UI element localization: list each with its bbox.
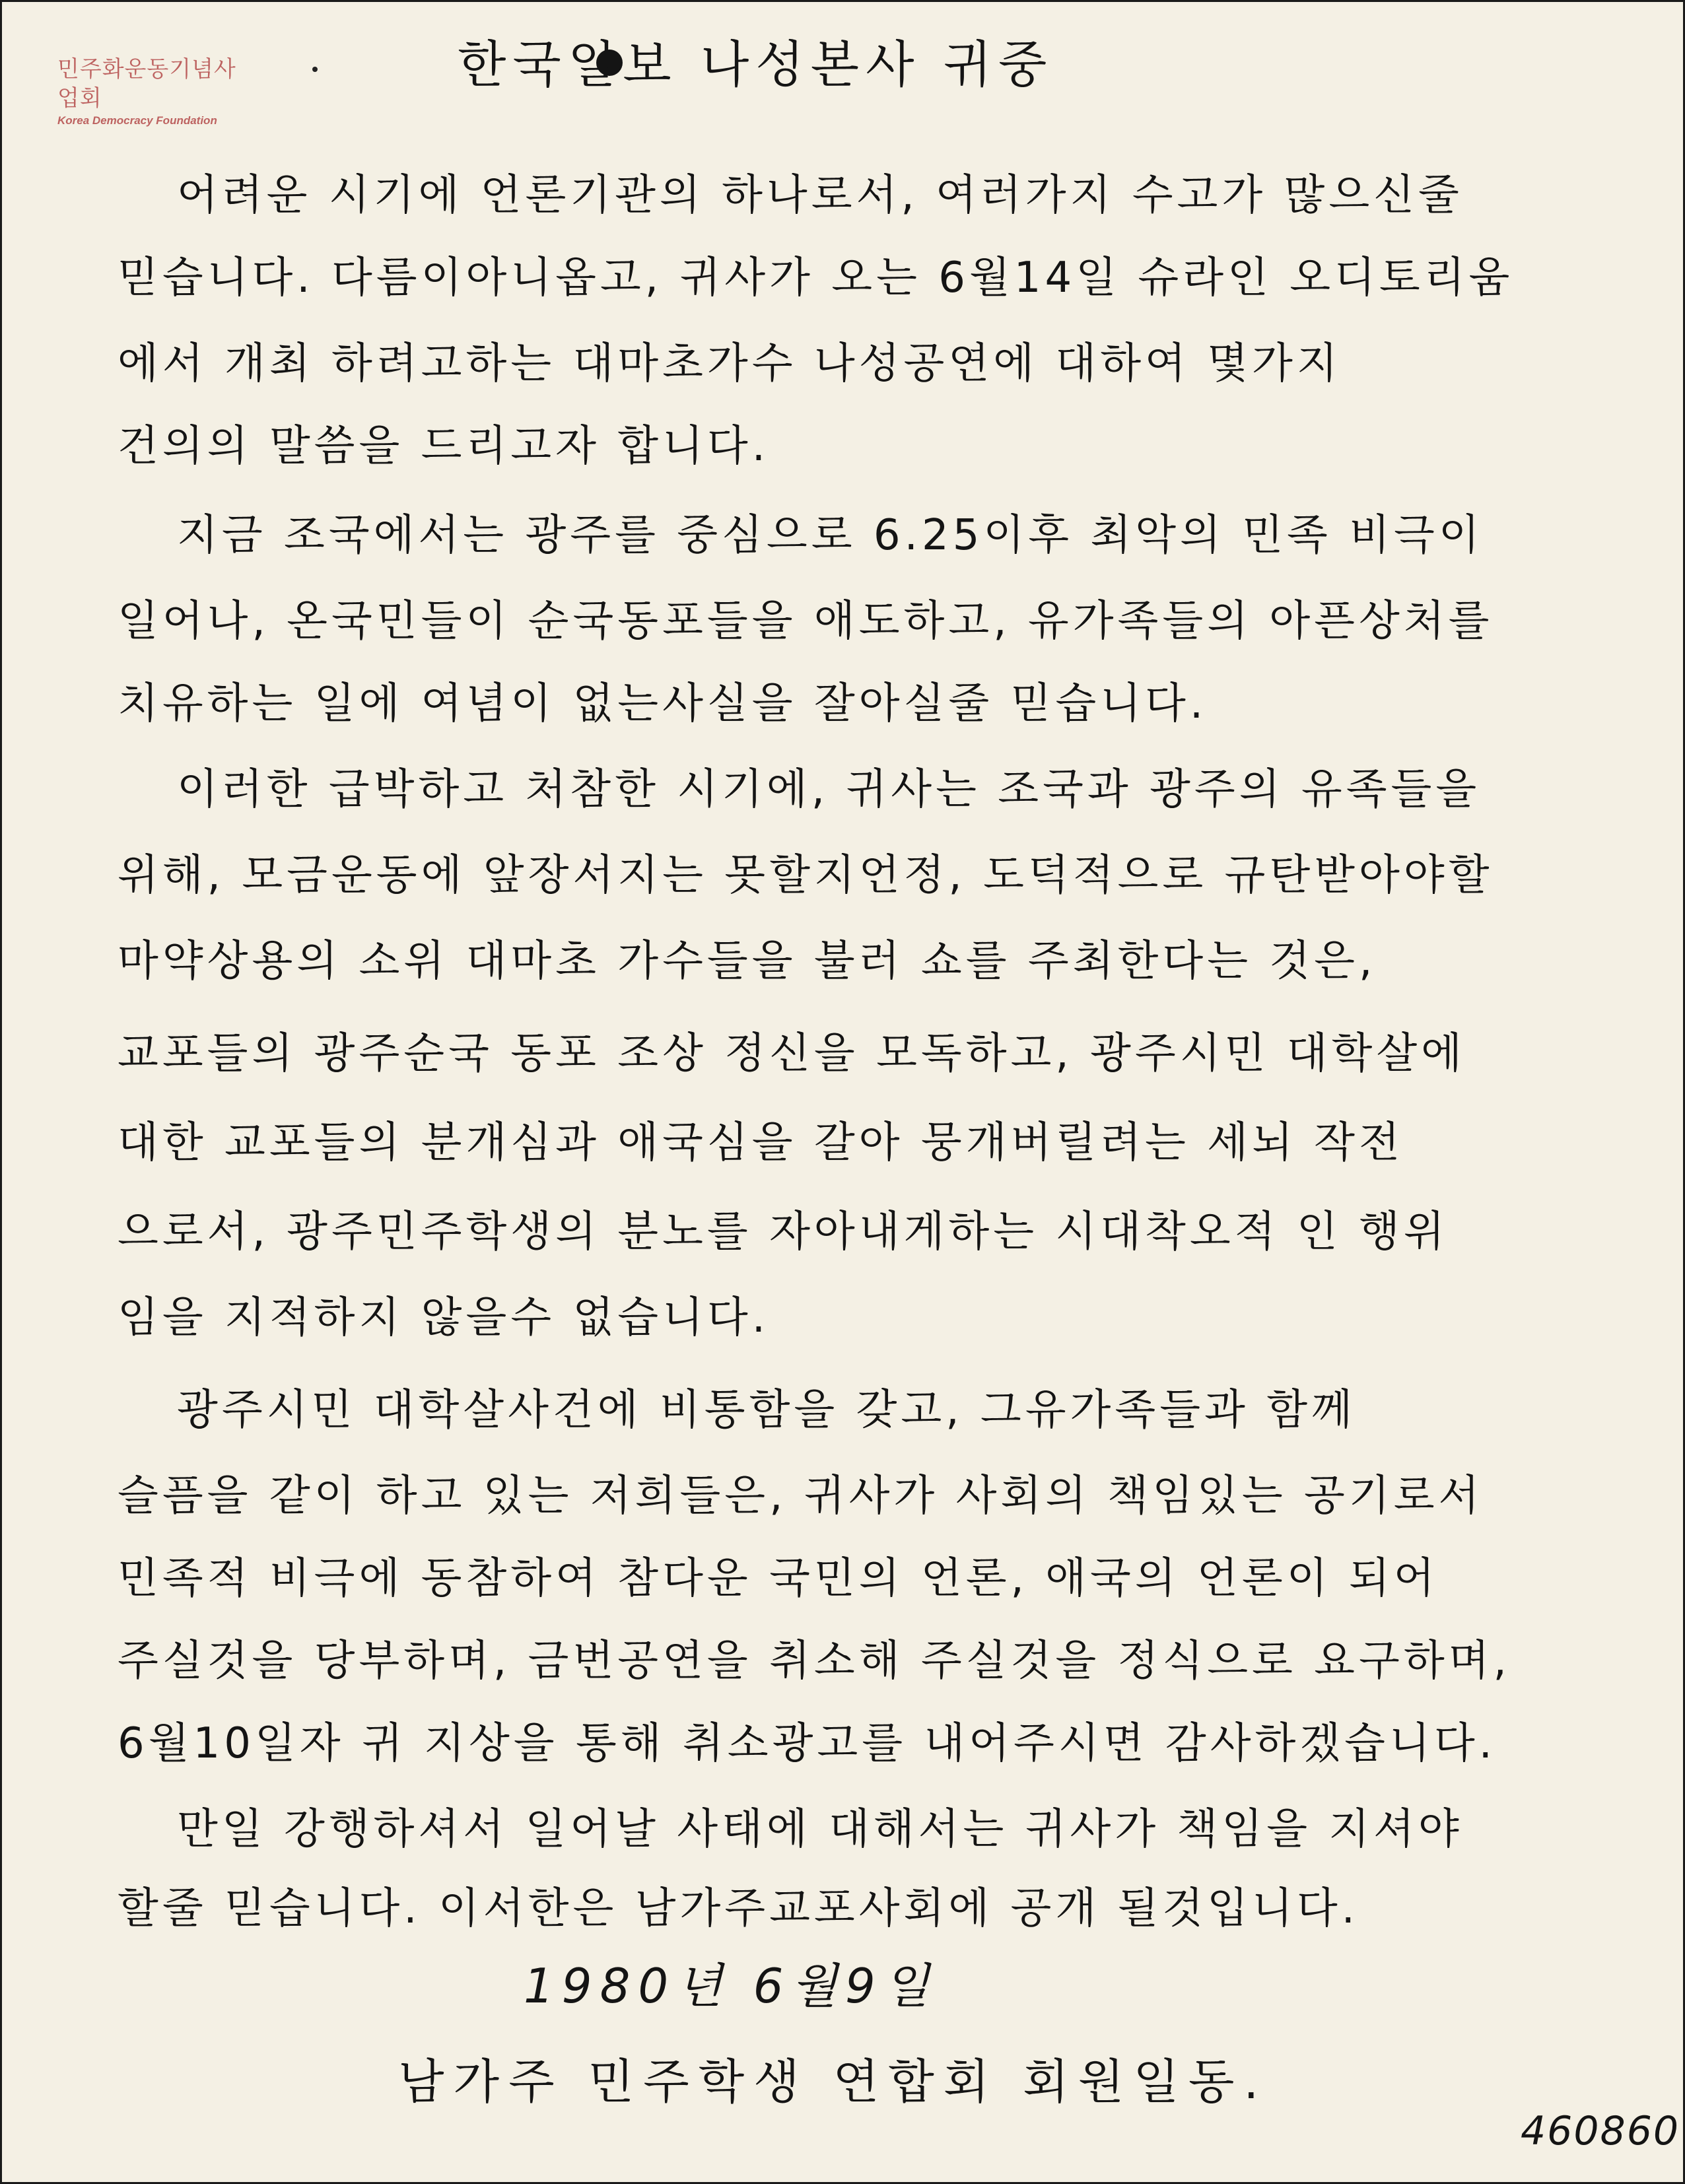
letter-line: 만일 강행하셔서 일어날 사태에 대해서는 귀사가 책임을 지셔야 (177, 1805, 1463, 1854)
letter-line: 으로서, 광주민주학생의 분노를 자아내게하는 시대착오적 인 행위 (118, 1208, 1449, 1256)
letter-signature: 남가주 민주학생 연합회 회원일동. (398, 2054, 1268, 2109)
watermark-english: Korea Democracy Foundation (57, 114, 217, 127)
letter-line: 어려운 시기에 언론기관의 하나로서, 여러가지 수고가 많으신줄 (177, 171, 1463, 220)
letter-line: 할줄 믿습니다. 이서한은 남가주교포사회에 공개 될것입니다. (118, 1884, 1359, 1933)
letter-line: 건의의 말씀을 드리고자 합니다. (118, 422, 770, 471)
letter-line: 주실것을 당부하며, 금번공연을 취소해 주실것을 정식으로 요구하며, (118, 1637, 1511, 1686)
watermark-korean: 민주화운동기념사업회 (57, 56, 236, 112)
letter-line: 광주시민 대학살사건에 비통함을 갖고, 그유가족들과 함께 (177, 1386, 1356, 1435)
letter-line: 위해, 모금운동에 앞장서지는 못할지언정, 도덕적으로 규탄받아야할 (118, 851, 1494, 900)
letter-line: 에서 개최 하려고하는 대마초가수 나성공연에 대하여 몇가지 (118, 339, 1342, 388)
letter-line: 슬픔을 같이 하고 있는 저희들은, 귀사가 사회의 책임있는 공기로서 (118, 1472, 1484, 1520)
ink-dot (312, 67, 318, 72)
letter-line: 치유하는 일에 여념이 없는사실을 잘아실줄 믿습니다. (118, 679, 1208, 728)
letter-line: 민족적 비극에 동참하여 참다운 국민의 언론, 애국의 언론이 되어 (118, 1554, 1439, 1603)
letter-line: 교포들의 광주순국 동포 조상 정신을 모독하고, 광주시민 대학살에 (118, 1029, 1466, 1078)
letter-line: 믿습니다. 다름이아니옵고, 귀사가 오는 6월14일 슈라인 오디토리움 (118, 254, 1514, 302)
letter-title: 한국일보 나성본사 귀중 (458, 35, 1054, 94)
letter-line: 임을 지적하지 않을수 없습니다. (118, 1293, 770, 1342)
letter-line: 지금 조국에서는 광주를 중심으로 6.25이후 최악의 민족 비극이 (177, 511, 1484, 560)
letter-line: 대한 교포들의 분개심과 애국심을 갈아 뭉개버릴려는 세뇌 작전 (118, 1118, 1404, 1167)
letter-line: 이러한 급박하고 처참한 시기에, 귀사는 조국과 광주의 유족들을 (177, 765, 1481, 814)
letter-date: 1980년 6월9일 (524, 1958, 938, 2014)
foundation-watermark (57, 55, 249, 129)
letter-line: 6월10일자 귀 지상을 통해 취소광고를 내어주시면 감사하겠습니다. (118, 1719, 1496, 1768)
letter-line: 일어나, 온국민들이 순국동포들을 애도하고, 유가족들의 아픈상처를 (118, 597, 1494, 646)
letter-line: 마약상용의 소위 대마초 가수들을 불러 쇼를 주최한다는 것은, (118, 937, 1377, 986)
archive-number: 460860 (1521, 2108, 1680, 2154)
